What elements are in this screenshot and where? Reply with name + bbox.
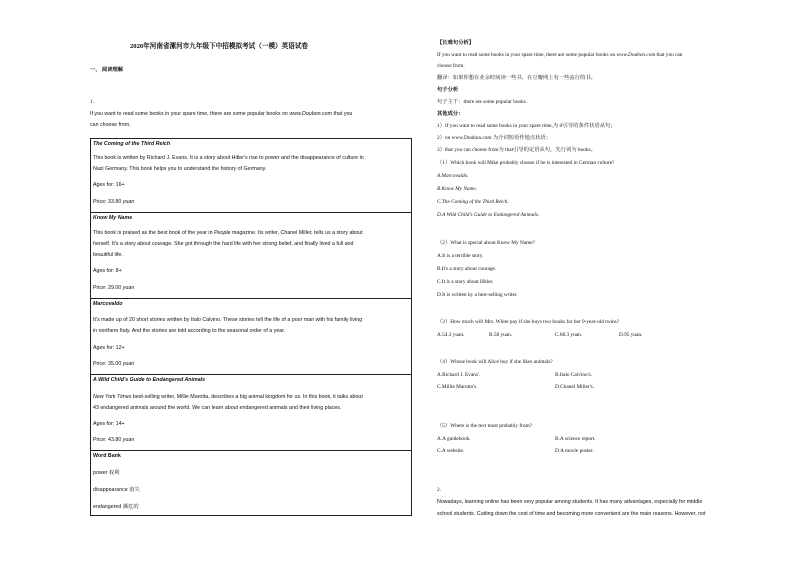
answer-option: D.It is written by a best-selling writer. [437, 292, 518, 298]
analysis-title: 【长难句分析】 [437, 40, 475, 46]
answer-option: C.It is a story about Hitler. [437, 279, 494, 285]
book-age: Ages for: 8+ [93, 268, 122, 274]
book-age: Ages for: 14+ [93, 421, 125, 427]
book-desc-line: in northern Italy. And the stories are told according to the seasonal order of a year. [93, 328, 286, 334]
exam-title: 2020年河南省漯河市九年级下中招模拟考试（一模）英语试卷 [130, 43, 309, 50]
answer-option: A.It is a terrible story. [437, 253, 484, 259]
book-desc-line: 43 endangered animals around the world. We can learn about endangered animals and their living places. [93, 405, 342, 411]
intro-line-1: If you want to read some books in your spare time, there are some popular books on www.Doubon.com that you [90, 111, 353, 117]
book-desc-line: This book is praised as the best book of the year in People magazine. Its writer, Chanel Miller, tells us a story about [93, 230, 363, 236]
component-item: 2）on www.Doubon.com 为介词短语作地点状语； [437, 135, 552, 141]
component-item: 1）If you want to read some books in your spare time,为 if引导的条件状语从句； [437, 123, 616, 129]
word-bank-title: Word Bank [93, 453, 121, 459]
component-item: 3）that you can choose from为 that引导的定语从句，先行词为 books。 [437, 147, 596, 153]
book-table [90, 138, 412, 516]
word-bank-item: disappearance 消失 [93, 487, 140, 493]
table-divider [90, 450, 412, 451]
book-price: Price: 35.00 yuan [93, 361, 135, 367]
answer-option: A.Marcovaldo. [437, 173, 469, 179]
book-desc-line: New York Times best-selling writer, Millie Marotta, describes a big animal kingdom for us. In this book, it talks about [93, 394, 363, 400]
section-heading: 一、 阅读理解 [90, 67, 124, 73]
question-stem: （4）Whose book will Alice buy if she likes animals? [437, 359, 553, 365]
book-price: Price: 33.80 yuan [93, 199, 135, 205]
question-stem: （5）Where is the text most probably from? [437, 423, 533, 429]
book-title: Know My Name [93, 215, 133, 221]
question-number: 2. [437, 487, 441, 493]
answer-option: D.A movie poster. [555, 448, 594, 454]
answer-option: C.68.3 yuan. [555, 332, 583, 338]
book-age: Ages for: 16+ [93, 182, 125, 188]
answer-option: C.A website. [437, 448, 465, 454]
question-stem: （1）Which book will Mike probably choose if he is interested in German culture? [437, 160, 615, 166]
answer-option: A.54.3 yuan. [437, 332, 465, 338]
book-title: A Wild Child's Guide to Endangered Animals [93, 377, 206, 383]
answer-option: A.Richard J. Evans'. [437, 372, 481, 378]
answer-option: B.It's a story about courage. [437, 266, 497, 272]
answer-option: B.A science report. [555, 436, 596, 442]
answer-option: B.Italo Calvino's. [555, 372, 593, 378]
book-title: Marcovaldo [93, 301, 123, 307]
book-desc-line: It's made up of 20 short stories written by Italo Calvino. These stories tell the life of a poor man with his family living [93, 317, 363, 323]
book-title: The Coming of the Third Reich [93, 141, 171, 147]
book-desc-line: This book is written by Richard J. Evans. It is a story about Hitler's rise to power and the disappearance of culture in [93, 155, 364, 161]
answer-option: D.Chanel Miller's. [555, 384, 595, 390]
answer-option: C.The Coming of the Third Reich. [437, 199, 509, 205]
word-bank-item: power 权利 [93, 470, 120, 476]
question-stem: （2）What is special about Know My Name? [437, 240, 535, 246]
book-desc-line: herself. It's a story about courage. She got through the hard life with her strong belief, and finally lived a full and [93, 241, 354, 247]
book-price: Price: 43.80 yuan [93, 437, 135, 443]
sentence-line-1: If you want to read some books in your spare time, there are some popular books on www.Doubon.com that you can [437, 52, 683, 58]
passage-line: school students. Cutting down the cost of time and becoming more convenient are the main reasons. However, not [437, 511, 706, 517]
translation: 翻译：如果你想在业余时间读一些书，在豆瓣网上有一些流行的书。 [437, 75, 596, 81]
sentence-line-2: choose from. [437, 63, 465, 69]
book-price: Price: 29.00 yuan [93, 285, 135, 291]
question-number: 1. [90, 99, 94, 105]
answer-option: D.95 yuan. [619, 332, 643, 338]
intro-line-2: can choose from. [90, 122, 131, 128]
answer-option: A.A guidebook. [437, 436, 471, 442]
main-clause: 句子主干：there are some popular books . [437, 99, 529, 105]
analysis-heading: 句子分析 [437, 87, 459, 93]
book-desc-line: beautiful life. [93, 252, 123, 258]
passage-line: Nowadays, learning online has been very popular among students. It has many advantages, especially for middle [437, 499, 703, 505]
table-divider [90, 374, 412, 375]
answer-option: B.58 yuan. [489, 332, 513, 338]
answer-option: B.Know My Name. [437, 186, 478, 192]
other-components-heading: 其他成分： [437, 111, 464, 117]
question-stem: （3）How much will Mrs. White pay if she buys two books for her 9-year-old twins? [437, 319, 620, 325]
table-divider [90, 212, 412, 213]
answer-option: C.Millie Marotta's. [437, 384, 478, 390]
book-desc-line: Nazi Germany. This book helps you to understand the history of Germany. [93, 166, 267, 172]
word-bank-item: endangered 濒危的 [93, 504, 139, 510]
book-age: Ages for: 12+ [93, 345, 125, 351]
table-divider [90, 298, 412, 299]
answer-option: D.A Wild Child's Guide to Endangered Animals. [437, 212, 540, 218]
